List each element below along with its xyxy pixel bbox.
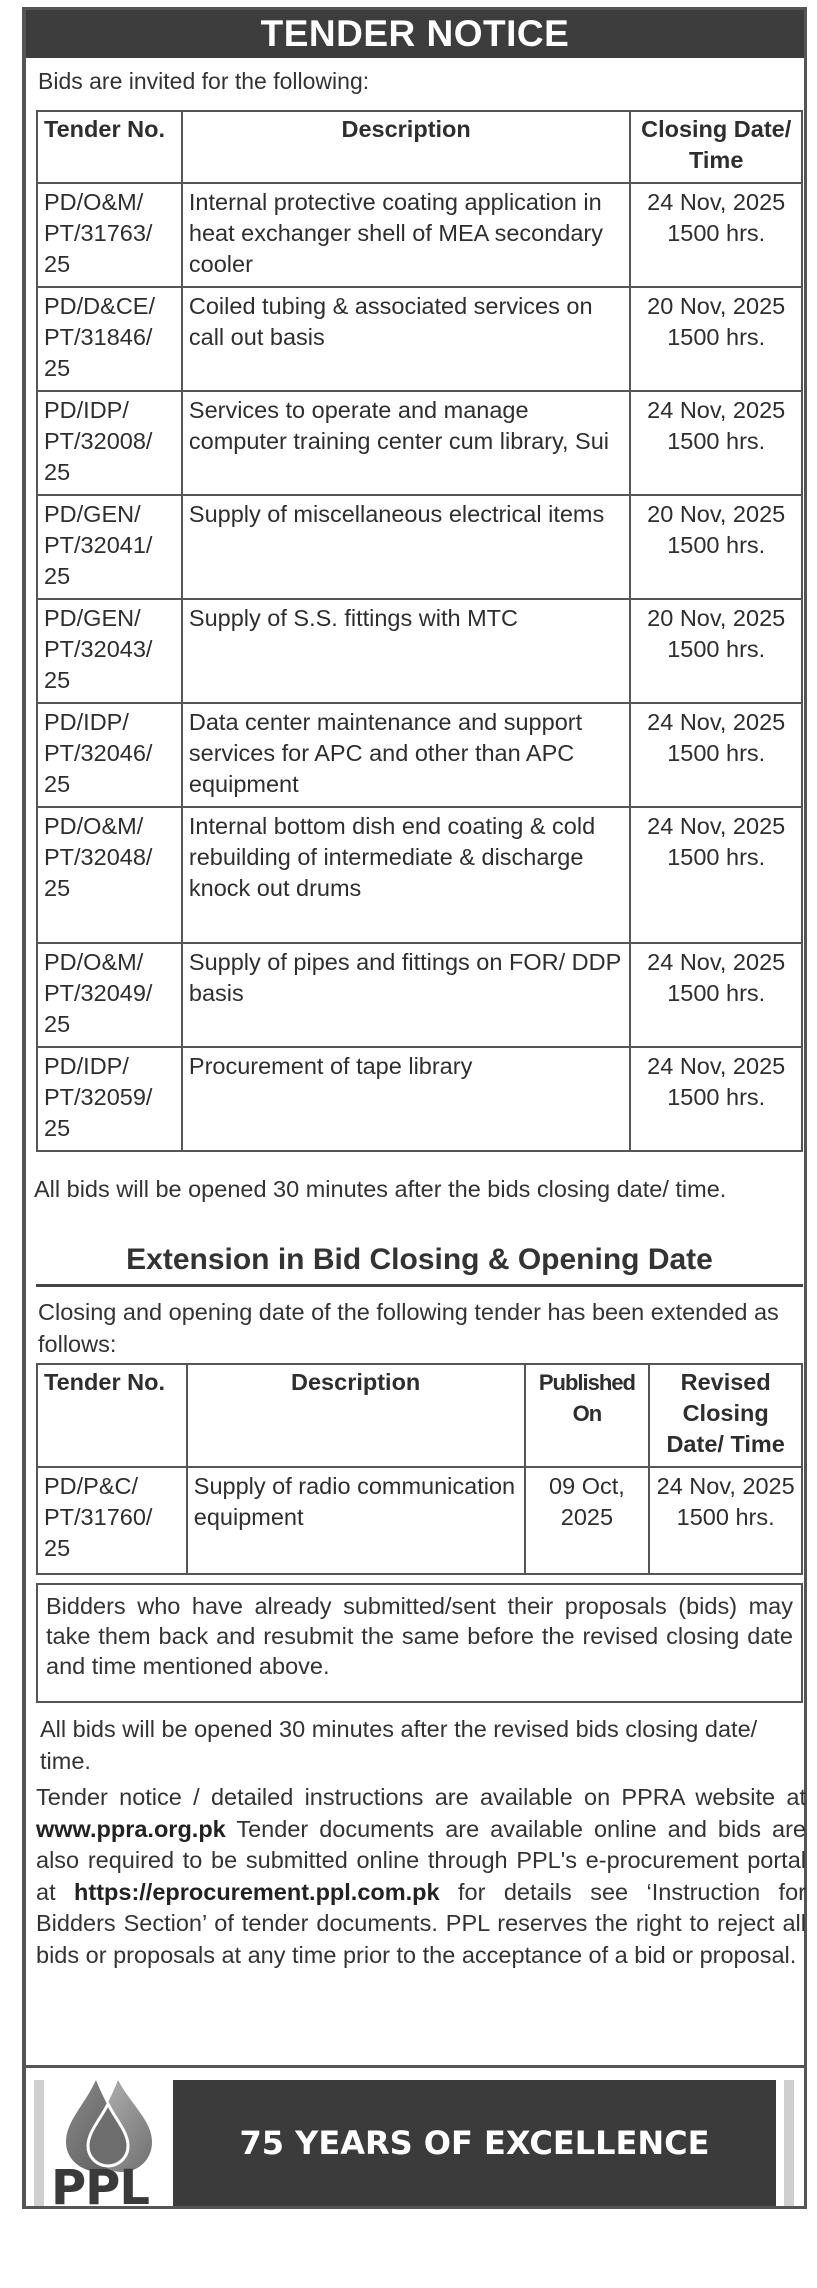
closing-time: 1500 hrs. bbox=[667, 1084, 766, 1110]
table-row bbox=[37, 495, 802, 599]
tender-no: PD/O&M/ PT/32049/ 25 bbox=[37, 943, 182, 1047]
decorative-bar bbox=[34, 2080, 44, 2206]
header-closing: Closing Date/ Time bbox=[630, 111, 802, 183]
revised-date: 24 Nov, 2025 bbox=[656, 1473, 795, 1499]
closing-date-time bbox=[630, 287, 802, 391]
header-tender-no: Tender No. bbox=[37, 111, 182, 183]
description: Supply of miscellaneous electrical items bbox=[182, 495, 630, 599]
tender-no: PD/O&M/ PT/31763/ 25 bbox=[37, 183, 182, 287]
bidders-note: Bidders who have already submitted/sent their proposals (bids) may take them back and resubmit the same before the revised closing date and time mentioned above. bbox=[36, 1583, 803, 1703]
instructions-text: Tender notice / detailed instructions are available on PPRA website at bbox=[36, 1784, 806, 1810]
closing-time: 1500 hrs. bbox=[667, 844, 766, 870]
table-row bbox=[37, 599, 802, 703]
table-row bbox=[37, 1047, 802, 1151]
closing-time: 1500 hrs. bbox=[667, 636, 766, 662]
header-description: Description bbox=[187, 1364, 525, 1467]
description: Procurement of tape library bbox=[182, 1047, 630, 1151]
closing-date-time bbox=[630, 183, 802, 287]
closing-date: 24 Nov, 2025 bbox=[647, 709, 786, 735]
closing-date-time bbox=[630, 1047, 802, 1151]
header-description: Description bbox=[182, 111, 630, 183]
closing-date: 24 Nov, 2025 bbox=[647, 1053, 786, 1079]
closing-date-time bbox=[630, 807, 802, 943]
tender-no: PD/P&C/ PT/31760/ 25 bbox=[37, 1467, 187, 1574]
eprocurement-link[interactable]: https://eprocurement.ppl.com.pk bbox=[74, 1878, 440, 1905]
closing-date: 20 Nov, 2025 bbox=[647, 293, 786, 319]
opening-note: All bids will be opened 30 minutes after the bids closing date/ time. bbox=[34, 1176, 727, 1202]
closing-time: 1500 hrs. bbox=[667, 532, 766, 558]
header-published-on: Published On bbox=[525, 1364, 650, 1467]
ppl-logo-text: PPL bbox=[51, 2160, 149, 2216]
page-title: TENDER NOTICE bbox=[26, 10, 804, 58]
decorative-bar bbox=[784, 2080, 794, 2206]
tender-no: PD/IDP/ PT/32059/ 25 bbox=[37, 1047, 182, 1151]
extension-table bbox=[36, 1363, 803, 1575]
closing-time: 1500 hrs. bbox=[667, 324, 766, 350]
closing-date: 24 Nov, 2025 bbox=[647, 813, 786, 839]
closing-date: 24 Nov, 2025 bbox=[647, 949, 786, 975]
closing-time: 1500 hrs. bbox=[667, 980, 766, 1006]
description: Data center maintenance and support services for APC and other than APC equipment bbox=[182, 703, 630, 807]
closing-date: 20 Nov, 2025 bbox=[647, 605, 786, 631]
description: Services to operate and manage computer training center cum library, Sui bbox=[182, 391, 630, 495]
revised-opening-note: All bids will be opened 30 minutes after the revised bids closing date/ time. bbox=[40, 1716, 758, 1774]
closing-date-time bbox=[630, 391, 802, 495]
footer bbox=[26, 2068, 804, 2216]
table-row bbox=[37, 943, 802, 1047]
closing-date-time bbox=[630, 943, 802, 1047]
description: Coiled tubing & associated services on call out basis bbox=[182, 287, 630, 391]
table-row bbox=[37, 287, 802, 391]
description: Internal bottom dish end coating & cold rebuilding of intermediate & discharge knock out drums bbox=[182, 807, 630, 943]
closing-date: 24 Nov, 2025 bbox=[647, 189, 786, 215]
description: Internal protective coating application in heat exchanger shell of MEA secondary cooler bbox=[182, 183, 630, 287]
closing-time: 1500 hrs. bbox=[667, 428, 766, 454]
table-row bbox=[37, 391, 802, 495]
closing-time: 1500 hrs. bbox=[667, 220, 766, 246]
extension-intro: Closing and opening date of the following tender has been extended as follows: bbox=[38, 1299, 779, 1357]
extension-heading: Extension in Bid Closing & Opening Date bbox=[36, 1240, 803, 1287]
description: Supply of S.S. fittings with MTC bbox=[182, 599, 630, 703]
tender-no: PD/IDP/ PT/32008/ 25 bbox=[37, 391, 182, 495]
revised-closing bbox=[649, 1467, 802, 1574]
ppra-link[interactable]: www.ppra.org.pk bbox=[36, 1815, 226, 1842]
table-header-row bbox=[37, 1364, 802, 1467]
published-on: 09 Oct, 2025 bbox=[525, 1467, 650, 1574]
table-header-row bbox=[37, 111, 802, 183]
instructions-text: for details see ‘Instruction for Bidders Section’ of tender documents. PPL reserves the right to reject all bids or proposals at any time prior to the acceptance of a bid or proposal. bbox=[36, 1878, 806, 1968]
closing-date-time bbox=[630, 495, 802, 599]
table-row bbox=[37, 1467, 802, 1574]
tender-no: PD/D&CE/ PT/31846/ 25 bbox=[37, 287, 182, 391]
tender-no: PD/IDP/ PT/32046/ 25 bbox=[37, 703, 182, 807]
closing-date-time bbox=[630, 599, 802, 703]
revised-time: 1500 hrs. bbox=[676, 1504, 775, 1530]
intro-text: Bids are invited for the following: bbox=[38, 68, 370, 94]
tender-notice-frame bbox=[22, 7, 807, 2216]
description: Supply of pipes and fittings on FOR/ DDP basis bbox=[182, 943, 630, 1047]
table-row bbox=[37, 703, 802, 807]
closing-date-time bbox=[630, 703, 802, 807]
header-revised-closing: Revised Closing Date/ Time bbox=[649, 1364, 802, 1467]
table-row bbox=[37, 807, 802, 943]
closing-time: 1500 hrs. bbox=[667, 740, 766, 766]
tender-no: PD/GEN/ PT/32043/ 25 bbox=[37, 599, 182, 703]
table-row bbox=[37, 183, 802, 287]
tender-no: PD/GEN/ PT/32041/ 25 bbox=[37, 495, 182, 599]
description: Supply of radio communication equipment bbox=[187, 1467, 525, 1574]
tender-no: PD/O&M/ PT/32048/ 25 bbox=[37, 807, 182, 943]
tender-table bbox=[36, 110, 803, 1152]
header-tender-no: Tender No. bbox=[37, 1364, 187, 1467]
closing-date: 24 Nov, 2025 bbox=[647, 397, 786, 423]
instructions-text: Tender documents are available online and bids are also required to be submitted online through PPL's e-procurement portal at bbox=[36, 1815, 806, 1905]
closing-date: 20 Nov, 2025 bbox=[647, 501, 786, 527]
anniversary-banner: 75 YEARS OF EXCELLENCE bbox=[173, 2080, 776, 2206]
instructions-paragraph bbox=[36, 1782, 806, 1971]
